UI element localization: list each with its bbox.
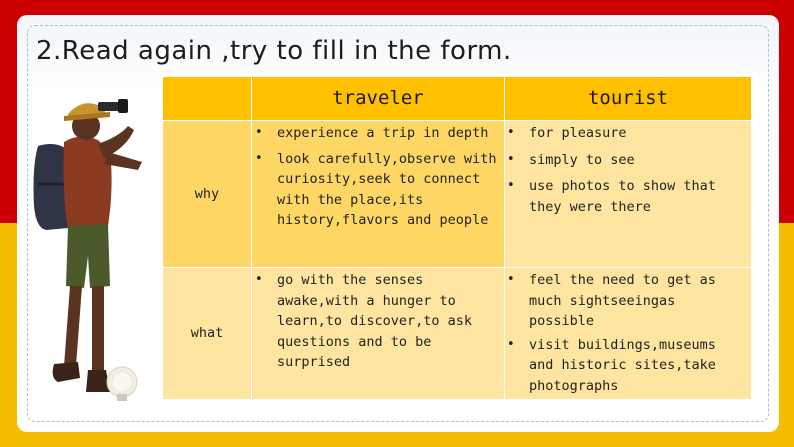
table-header-row [163,77,752,121]
cell-why-tourist [505,121,752,268]
list-item: • experience a trip in depth [277,123,498,144]
list-item: • go with the senses awake,with a hunger to learn,to discover,to ask questions and to be surprised [277,270,498,373]
list-item: • simply to see [529,150,745,171]
cell-what-tourist [505,268,752,400]
column-header-tourist: tourist [505,77,752,121]
list-item: • feel the need to get as much sightseeingas possible [529,270,745,332]
traveler-with-binoculars-icon [24,96,154,404]
header-corner-cell [163,77,252,121]
lightbulb-icon [98,366,148,402]
list-item: • for pleasure [529,123,745,144]
bullet-list [252,268,504,373]
bullet-list [505,121,751,217]
bullet-list [252,121,504,231]
row-header-what: what [163,268,252,400]
page-title: 2.Read again ,try to fill in the form. [36,36,512,66]
table-row-what [163,268,752,400]
table-row-why [163,121,752,268]
column-header-traveler: traveler [252,77,505,121]
cell-why-traveler [252,121,505,268]
cell-what-traveler [252,268,505,400]
list-item: • use photos to show that they were there [529,176,745,217]
list-item: • visit buildings,museums and historic sites,take photographs [529,335,745,397]
list-item: • look carefully,observe with curiosity,seek to connect with the place,its history,flavors and people [277,149,498,231]
bullet-list [505,268,751,396]
comparison-table [162,76,752,400]
row-header-why: why [163,121,252,268]
